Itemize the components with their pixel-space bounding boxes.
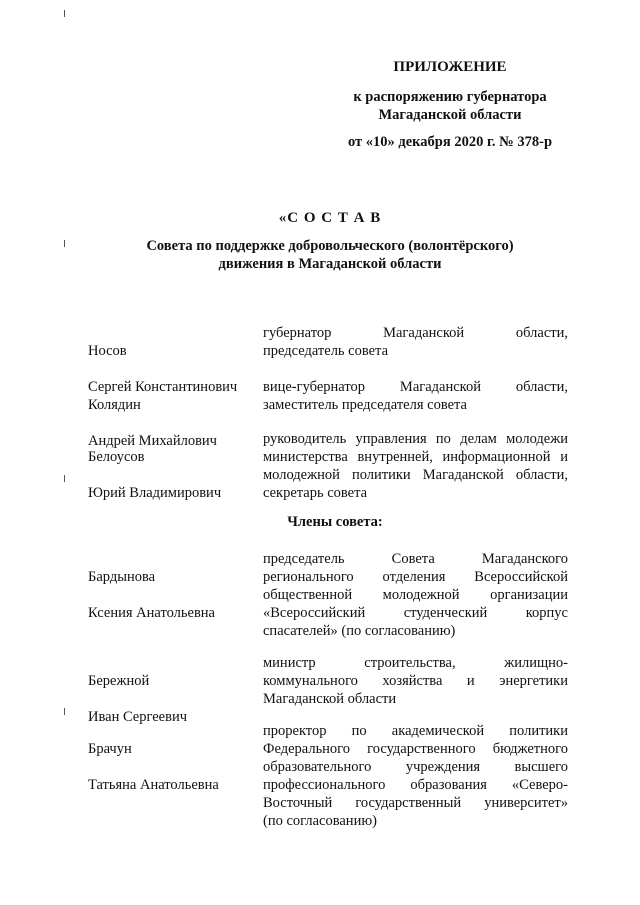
role-line: министр строительства, жилищно-	[263, 655, 568, 671]
member-given-name: Сергей Константинович	[88, 379, 238, 395]
member-given-name: Юрий Владимирович	[88, 485, 222, 501]
role-line: губернатор Магаданской области,	[263, 325, 568, 341]
appendix-line-2: Магаданской области	[378, 107, 522, 123]
member-role	[263, 430, 568, 502]
member-name	[88, 430, 258, 520]
role-line: молодежной политики Магаданской области,	[263, 467, 568, 483]
member-surname: Носов	[88, 343, 127, 359]
role-line: проректор по академической политики	[263, 723, 568, 739]
appendix-title: ПРИЛОЖЕНИЕ	[393, 59, 507, 75]
role-line: общественной молодежной организации	[263, 587, 568, 603]
role-line: Федерального государственного бюджетного	[263, 741, 568, 757]
role-line: спасателей» (по согласованию)	[263, 623, 456, 639]
document-subtitle-line-2: движения в Магаданской области	[218, 256, 442, 272]
member-name	[88, 722, 258, 812]
member-role	[263, 324, 568, 360]
role-line: заместитель председателя совета	[263, 397, 467, 413]
role-line: образовательного учреждения высшего	[263, 759, 568, 775]
appendix-date-line: от «10» декабря 2020 г. № 378-р	[347, 134, 553, 150]
role-line: руководитель управления по делам молодежи	[263, 431, 568, 447]
role-line: «Всероссийский студенческий корпус	[263, 605, 568, 621]
role-line: регионального отделения Всероссийской	[263, 569, 568, 585]
scan-mark	[64, 475, 65, 482]
member-role	[263, 722, 568, 830]
role-line: (по согласованию)	[263, 813, 377, 829]
scan-mark	[64, 708, 65, 715]
member-surname: Белоусов	[88, 449, 145, 465]
appendix-line-1: к распоряжению губернатора	[353, 89, 547, 105]
member-surname: Бардынова	[88, 569, 156, 585]
role-line: коммунального хозяйства и энергетики	[263, 673, 568, 689]
member-role	[263, 654, 568, 708]
members-heading: Члены совета:	[287, 514, 383, 530]
member-given-name: Иван Сергеевич	[88, 709, 188, 725]
member-name	[88, 550, 258, 640]
role-line: профессионального образования «Северо-	[263, 777, 568, 793]
role-line: вице-губернатор Магаданской области,	[263, 379, 568, 395]
member-surname: Брачун	[88, 741, 132, 757]
member-given-name: Ксения Анатольевна	[88, 605, 215, 621]
scan-mark	[64, 10, 65, 17]
document-subtitle-line-1: Совета по поддержке добровольческого (волонтёрского)	[146, 238, 514, 254]
role-line: председатель совета	[263, 343, 389, 359]
role-line: секретарь совета	[263, 485, 368, 501]
role-line: Восточный государственный университет»	[263, 795, 568, 811]
role-line: председатель Совета Магаданского	[263, 551, 568, 567]
member-surname: Бережной	[88, 673, 150, 689]
role-line: министерства внутренней, информационной и	[263, 449, 568, 465]
scan-mark	[64, 240, 65, 247]
role-line: Магаданской области	[263, 691, 397, 707]
member-role	[263, 378, 568, 414]
member-surname: Колядин	[88, 397, 141, 413]
member-role	[263, 550, 568, 640]
member-given-name: Андрей Михайлович	[88, 433, 217, 449]
document-title: «С О С Т А В	[278, 210, 382, 226]
member-given-name: Татьяна Анатольевна	[88, 777, 219, 793]
